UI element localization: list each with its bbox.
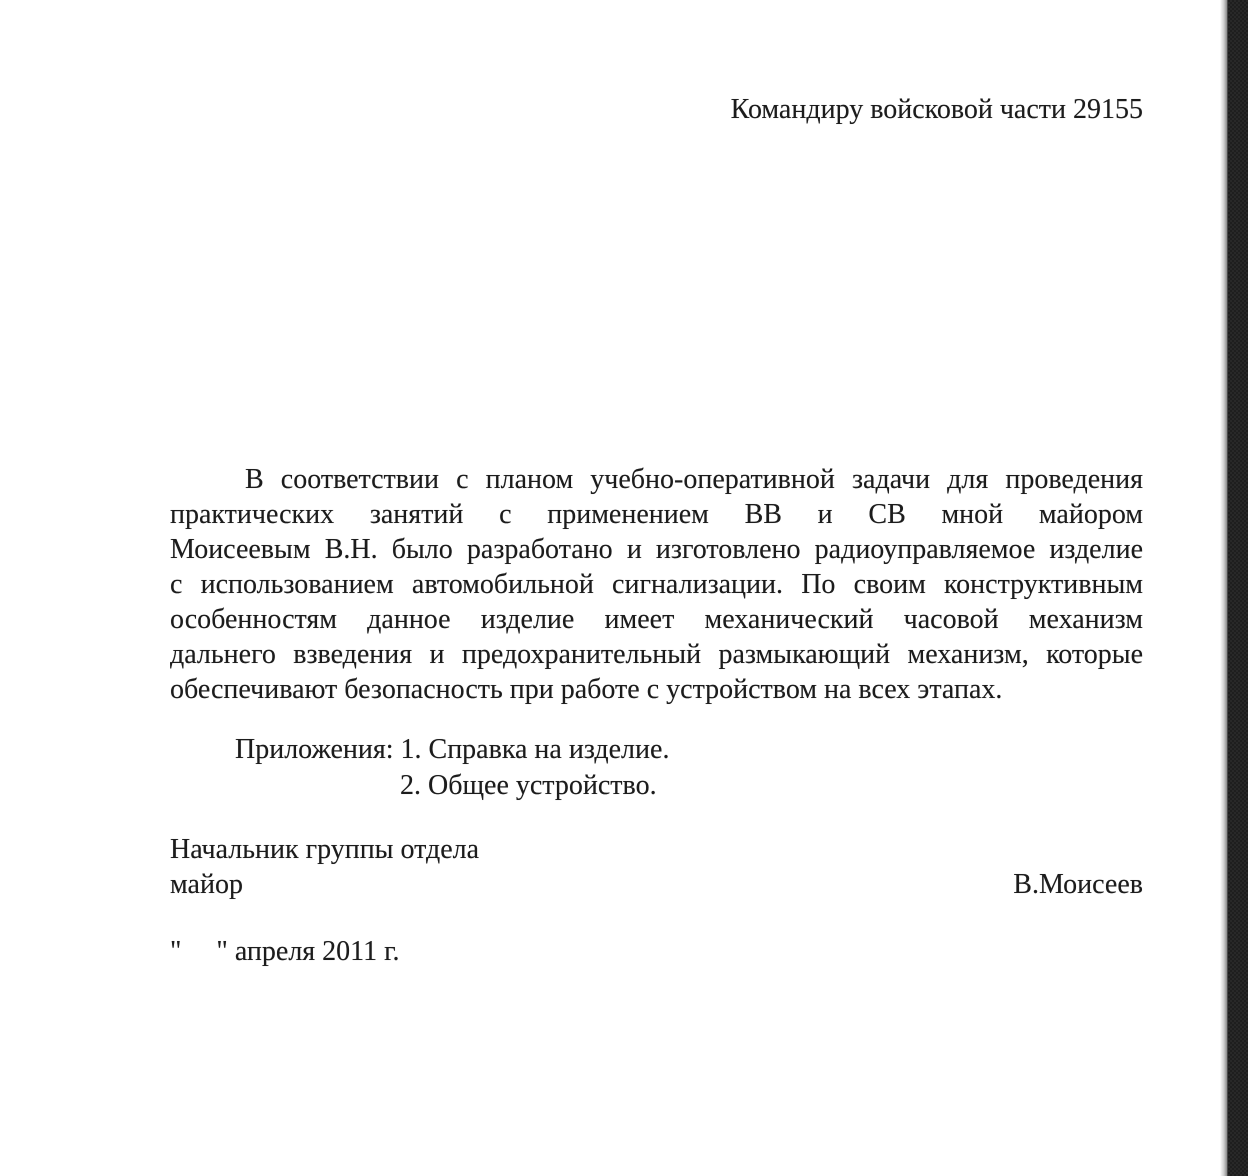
paragraph-line: с использованием автомобильной сигнализации. По своим конструктивным	[170, 569, 1143, 600]
date-line: " " апреля 2011 г.	[170, 936, 400, 967]
signature-row	[170, 867, 1143, 902]
attachment-item-2-text: 2. Общее устройство.	[400, 770, 657, 801]
page-edge-shadow	[1220, 0, 1227, 1176]
signatory-name: В.Моисеев	[1013, 869, 1143, 900]
recipient-line: Командиру войсковой части 29155	[730, 94, 1143, 125]
attachments-label: Приложения:	[235, 734, 394, 765]
signatory-rank: майор	[170, 869, 243, 900]
attachment-item-1-text: 1. Справка на изделие.	[400, 734, 670, 765]
attachments-block	[170, 732, 1143, 804]
attachment-item-1	[170, 732, 1143, 768]
paragraph-line: практических занятий с применением ВВ и СВ мной майором	[170, 499, 1143, 530]
paragraph-line: особенностям данное изделие имеет механический часовой механизм	[170, 604, 1143, 635]
paragraph-line: Моисеевым В.Н. было разработано и изготовлено радиоуправляемое изделие	[170, 534, 1143, 565]
paragraph-line: обеспечивают безопасность при работе с устройством на всех этапах.	[170, 674, 1003, 705]
attachment-item-2	[170, 768, 1143, 804]
paragraph-line: В соответствии с планом учебно-оперативной задачи для проведения	[245, 464, 1143, 495]
signature-block	[170, 832, 1143, 902]
body-paragraph	[170, 462, 1143, 707]
paragraph-line: дальнего взведения и предохранительный размыкающий механизм, которые	[170, 639, 1143, 670]
signatory-position-line1: Начальник группы отдела	[170, 834, 480, 865]
scan-background-band	[1227, 0, 1248, 1176]
